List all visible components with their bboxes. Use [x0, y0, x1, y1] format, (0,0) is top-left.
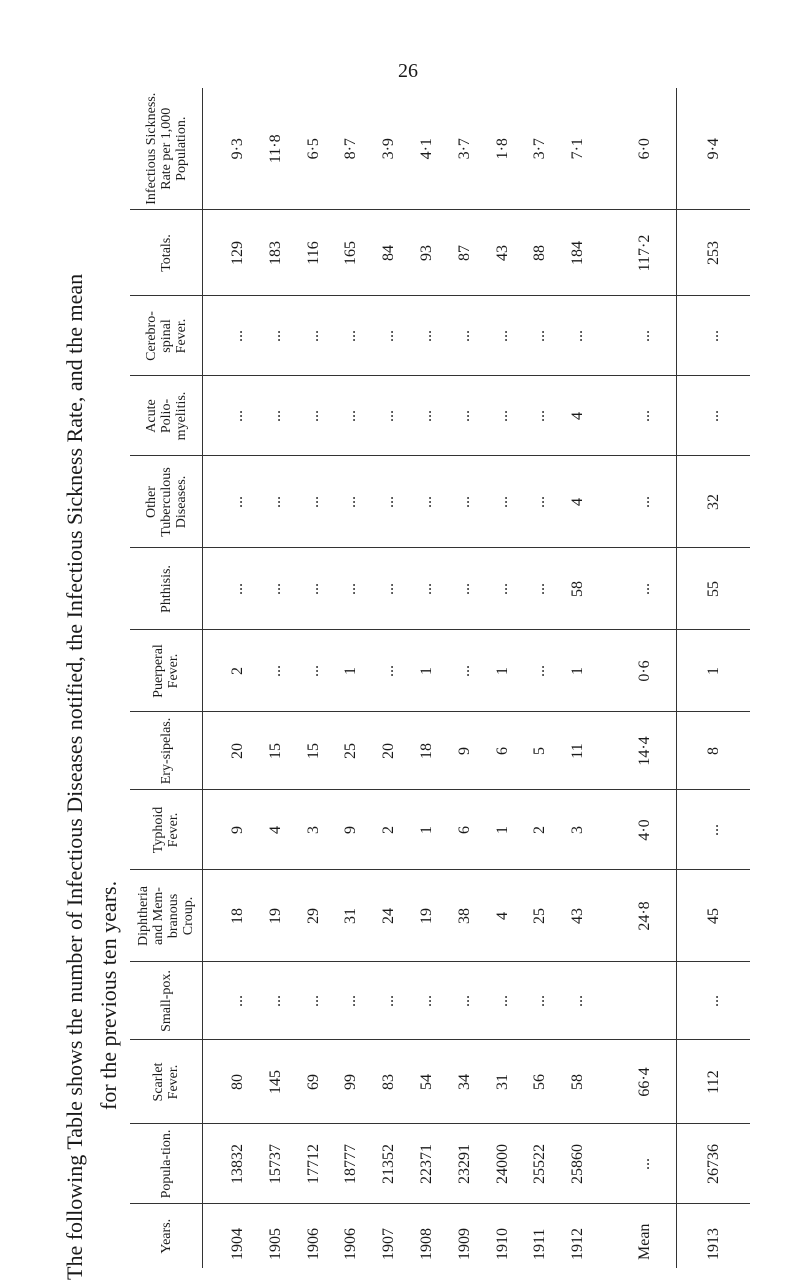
- table-cell: 15737: [257, 1124, 295, 1204]
- spacer-cell: [203, 296, 220, 376]
- table-cell: ...: [613, 1124, 677, 1204]
- table-cell: 4·0: [613, 790, 677, 870]
- table-cell: ...: [370, 376, 408, 456]
- table-cell: ...: [257, 376, 295, 456]
- column-header: Totals.: [130, 210, 203, 296]
- table-cell: 4: [484, 870, 522, 962]
- column-header: Other Tuberculous Diseases.: [130, 456, 203, 548]
- row-label-cell: 1907: [370, 1204, 408, 1268]
- table-cell: 17712: [295, 1124, 333, 1204]
- column-header: Years.: [130, 1204, 203, 1268]
- table-cell: ...: [446, 376, 484, 456]
- table-container: [130, 88, 750, 1268]
- table-cell: 69: [295, 1040, 333, 1124]
- table-cell: 11·8: [266, 134, 284, 164]
- table-cell: 43: [559, 870, 597, 962]
- spacer-cell: [203, 1204, 220, 1268]
- table-cell: 3·7: [531, 138, 549, 160]
- table-cell: 25860: [559, 1124, 597, 1204]
- table-cell: ...: [219, 962, 257, 1040]
- table-cell: ...: [522, 548, 560, 630]
- table-cell: ...: [332, 376, 370, 456]
- table-cell: 9·3: [228, 138, 246, 160]
- column-header: Popula-tion.: [130, 1124, 203, 1204]
- table-cell: ...: [408, 296, 446, 376]
- table-cell: 24: [370, 870, 408, 962]
- table-cell: ...: [408, 456, 446, 548]
- table-row: [332, 88, 370, 1268]
- table-row: [446, 88, 484, 1268]
- table-cell: 11: [559, 712, 597, 790]
- table-cell: 24·8: [613, 870, 677, 962]
- spacer-cell: [597, 296, 613, 376]
- table-header-row: [130, 88, 203, 1268]
- table-cell: ...: [370, 548, 408, 630]
- table-cell: ...: [677, 376, 750, 456]
- table-cell: 2: [522, 790, 560, 870]
- page-number: 26: [398, 60, 418, 82]
- infectious-diseases-table: [130, 88, 750, 1268]
- table-cell: ...: [332, 456, 370, 548]
- table-cell: 145: [257, 1040, 295, 1124]
- table-cell: ...: [408, 548, 446, 630]
- table-cell: 13832: [219, 1124, 257, 1204]
- table-cell: ...: [295, 456, 333, 548]
- table-cell: 6·0: [635, 138, 653, 160]
- table-cell: ...: [295, 548, 333, 630]
- table-cell: 6: [484, 712, 522, 790]
- spacer-cell: [203, 712, 220, 790]
- column-header: Diphtheria and Mem-branous Croup.: [130, 870, 203, 962]
- table-cell: 19: [257, 870, 295, 962]
- table-cell: 20: [219, 712, 257, 790]
- table-cell: ...: [677, 296, 750, 376]
- table-cell: 112: [677, 1040, 750, 1124]
- table-cell: 0·6: [613, 630, 677, 712]
- table-row: [484, 88, 522, 1268]
- table-cell: 21352: [370, 1124, 408, 1204]
- table-cell: ...: [522, 296, 560, 376]
- column-header: Puerperal Fever.: [130, 630, 203, 712]
- table-cell: ...: [257, 630, 295, 712]
- table-cell: 1: [484, 790, 522, 870]
- table-cell: 6: [446, 790, 484, 870]
- table-cell: 3: [295, 790, 333, 870]
- spacer-cell: [203, 1040, 220, 1124]
- table-cell: 18: [219, 870, 257, 962]
- table-cell: ...: [677, 790, 750, 870]
- table-cell: ...: [613, 548, 677, 630]
- table-cell: ...: [522, 376, 560, 456]
- table-cell: ...: [257, 296, 295, 376]
- row-label-cell: 1905: [257, 1204, 295, 1268]
- table-cell: 1: [677, 630, 750, 712]
- table-cell: 1: [332, 630, 370, 712]
- column-header: Cerebro-spinal Fever.: [130, 296, 203, 376]
- table-cell: 253: [677, 210, 750, 296]
- table-cell: 84: [370, 210, 408, 296]
- row-label-cell: 1906: [295, 1204, 333, 1268]
- table-cell: ...: [257, 962, 295, 1040]
- table-cell: 3·9: [380, 138, 398, 160]
- table-cell: 24000: [484, 1124, 522, 1204]
- spacer-row: [597, 88, 613, 1268]
- column-header: Ery-sipelas.: [130, 712, 203, 790]
- table-cell: 1: [408, 790, 446, 870]
- table-cell: ...: [257, 548, 295, 630]
- table-cell: 25: [332, 712, 370, 790]
- table-cell: 15: [257, 712, 295, 790]
- table-cell: 45: [677, 870, 750, 962]
- table-cell: 29: [295, 870, 333, 962]
- table-cell: ...: [484, 296, 522, 376]
- row-label-cell: 1910: [484, 1204, 522, 1268]
- table-cell: 18777: [332, 1124, 370, 1204]
- table-cell: 129: [219, 210, 257, 296]
- table-cell: ...: [370, 962, 408, 1040]
- table-cell: 88: [522, 210, 560, 296]
- table-cell: 43: [484, 210, 522, 296]
- table-cell: 4: [559, 456, 597, 548]
- table-cell: 55: [677, 548, 750, 630]
- table-cell: ...: [522, 630, 560, 712]
- table-cell: 66·4: [613, 1040, 677, 1124]
- table-cell: ...: [332, 548, 370, 630]
- table-cell: 25: [522, 870, 560, 962]
- table-row: [370, 88, 408, 1268]
- row-label-cell: 1906: [332, 1204, 370, 1268]
- table-cell: ...: [613, 296, 677, 376]
- table-cell: 25522: [522, 1124, 560, 1204]
- table-cell: 1: [408, 630, 446, 712]
- spacer-cell: [597, 1204, 613, 1268]
- table-cell: 9: [219, 790, 257, 870]
- table-cell: ...: [677, 962, 750, 1040]
- table-row: [408, 88, 446, 1268]
- table-cell: ...: [332, 296, 370, 376]
- table-cell: [613, 962, 677, 1040]
- table-cell: 23291: [446, 1124, 484, 1204]
- table-cell: ...: [484, 456, 522, 548]
- row-label-cell: 1908: [408, 1204, 446, 1268]
- table-cell: 4·1: [418, 138, 435, 160]
- spacer-cell: [203, 870, 220, 962]
- spacer-cell: [597, 630, 613, 712]
- table-cell: ...: [613, 376, 677, 456]
- column-header: Acute Polio-myelitis.: [130, 376, 203, 456]
- table-cell: ...: [522, 962, 560, 1040]
- table-cell: ...: [219, 376, 257, 456]
- table-cell: ...: [295, 376, 333, 456]
- table-cell: 15: [295, 712, 333, 790]
- table-cell: 4: [257, 790, 295, 870]
- table-cell: ...: [446, 962, 484, 1040]
- table-cell: ...: [219, 548, 257, 630]
- table-cell: ...: [219, 296, 257, 376]
- spacer-cell: [203, 962, 220, 1040]
- table-cell: 183: [257, 210, 295, 296]
- table-cell: ...: [559, 296, 597, 376]
- table-cell: 14·4: [613, 712, 677, 790]
- table-cell: 58: [559, 1040, 597, 1124]
- spacer-cell: [203, 1124, 220, 1204]
- spacer-row: [203, 88, 220, 1268]
- table-cell: ...: [559, 962, 597, 1040]
- table-cell: 8·7: [342, 138, 360, 160]
- spacer-cell: [597, 548, 613, 630]
- spacer-cell: [203, 88, 220, 210]
- table-row: [559, 88, 597, 1268]
- spacer-cell: [203, 548, 220, 630]
- table-cell: 1·8: [493, 138, 511, 160]
- table-cell: ...: [295, 630, 333, 712]
- spacer-cell: [203, 210, 220, 296]
- table-cell: 20: [370, 712, 408, 790]
- year-1913-row: [677, 88, 750, 1268]
- table-row: [219, 88, 257, 1268]
- caption-line-2: for the previous ten years.: [96, 880, 121, 1110]
- table-cell: ...: [446, 630, 484, 712]
- table-cell: 80: [219, 1040, 257, 1124]
- spacer-cell: [597, 1040, 613, 1124]
- table-cell: ...: [613, 456, 677, 548]
- caption-line-1: The following Table shows the number of Infectious Diseases notified, the Infectious Sickness Rate, and the mean: [62, 273, 87, 1280]
- table-cell: 1: [484, 630, 522, 712]
- spacer-cell: [597, 456, 613, 548]
- table-cell: ...: [446, 456, 484, 548]
- table-cell: ...: [408, 376, 446, 456]
- table-cell: 83: [370, 1040, 408, 1124]
- table-cell: 58: [559, 548, 597, 630]
- table-cell: ...: [295, 962, 333, 1040]
- table-cell: ...: [484, 962, 522, 1040]
- table-cell: 93: [408, 210, 446, 296]
- table-cell: ...: [408, 962, 446, 1040]
- table-cell: 87: [446, 210, 484, 296]
- table-cell: 18: [408, 712, 446, 790]
- table-cell: 5: [522, 712, 560, 790]
- column-header: Scarlet Fever.: [130, 1040, 203, 1124]
- table-cell: 4: [559, 376, 597, 456]
- column-header: Small-pox.: [130, 962, 203, 1040]
- table-cell: 99: [332, 1040, 370, 1124]
- table-row: [522, 88, 560, 1268]
- spacer-cell: [597, 870, 613, 962]
- spacer-cell: [203, 630, 220, 712]
- table-row: [257, 88, 295, 1268]
- table-cell: 9: [332, 790, 370, 870]
- table-cell: ...: [370, 630, 408, 712]
- spacer-cell: [597, 790, 613, 870]
- spacer-cell: [203, 790, 220, 870]
- table-cell: ...: [370, 456, 408, 548]
- row-label-cell: 1913: [677, 1204, 750, 1268]
- spacer-cell: [597, 376, 613, 456]
- table-cell: 7·1: [569, 138, 587, 160]
- row-label-cell: 1904: [219, 1204, 257, 1268]
- table-cell: ...: [295, 296, 333, 376]
- table-cell: 54: [408, 1040, 446, 1124]
- spacer-cell: [597, 712, 613, 790]
- table-cell: ...: [370, 296, 408, 376]
- table-cell: ...: [219, 456, 257, 548]
- table-cell: 9·4: [677, 88, 750, 210]
- table-cell: ...: [257, 456, 295, 548]
- column-header: Typhoid Fever.: [130, 790, 203, 870]
- spacer-cell: [597, 88, 613, 210]
- table-cell: 8: [677, 712, 750, 790]
- table-cell: ...: [484, 548, 522, 630]
- column-header: Phthisis.: [130, 548, 203, 630]
- table-cell: 165: [332, 210, 370, 296]
- table-cell: 9: [446, 712, 484, 790]
- spacer-cell: [203, 376, 220, 456]
- column-header: Infectious Sickness. Rate per 1,000 Population.: [130, 88, 203, 210]
- table-cell: ...: [522, 456, 560, 548]
- table-body: [203, 88, 751, 1268]
- table-cell: 31: [332, 870, 370, 962]
- table-cell: 22371: [408, 1124, 446, 1204]
- mean-row: [613, 88, 677, 1268]
- row-label-cell: 1911: [522, 1204, 560, 1268]
- table-cell: 2: [219, 630, 257, 712]
- row-label-cell: Mean: [613, 1204, 677, 1268]
- table-cell: 38: [446, 870, 484, 962]
- table-cell: ...: [332, 962, 370, 1040]
- table-cell: 19: [408, 870, 446, 962]
- row-label-cell: 1912: [559, 1204, 597, 1268]
- spacer-cell: [597, 962, 613, 1040]
- table-cell: 116: [295, 210, 333, 296]
- table-cell: 184: [559, 210, 597, 296]
- spacer-cell: [597, 1124, 613, 1204]
- row-label-cell: 1909: [446, 1204, 484, 1268]
- table-cell: ...: [446, 296, 484, 376]
- table-cell: 2: [370, 790, 408, 870]
- table-cell: 3·7: [455, 138, 473, 160]
- table-cell: 34: [446, 1040, 484, 1124]
- table-cell: 32: [677, 456, 750, 548]
- table-cell: ...: [446, 548, 484, 630]
- table-cell: 1: [559, 630, 597, 712]
- table-cell: 117·2: [613, 210, 677, 296]
- table-cell: 56: [522, 1040, 560, 1124]
- table-row: [295, 88, 333, 1268]
- table-cell: 6·5: [304, 138, 322, 160]
- spacer-cell: [597, 210, 613, 296]
- table-cell: ...: [484, 376, 522, 456]
- table-cell: 31: [484, 1040, 522, 1124]
- table-cell: 26736: [677, 1124, 750, 1204]
- table-cell: 3: [559, 790, 597, 870]
- spacer-cell: [203, 456, 220, 548]
